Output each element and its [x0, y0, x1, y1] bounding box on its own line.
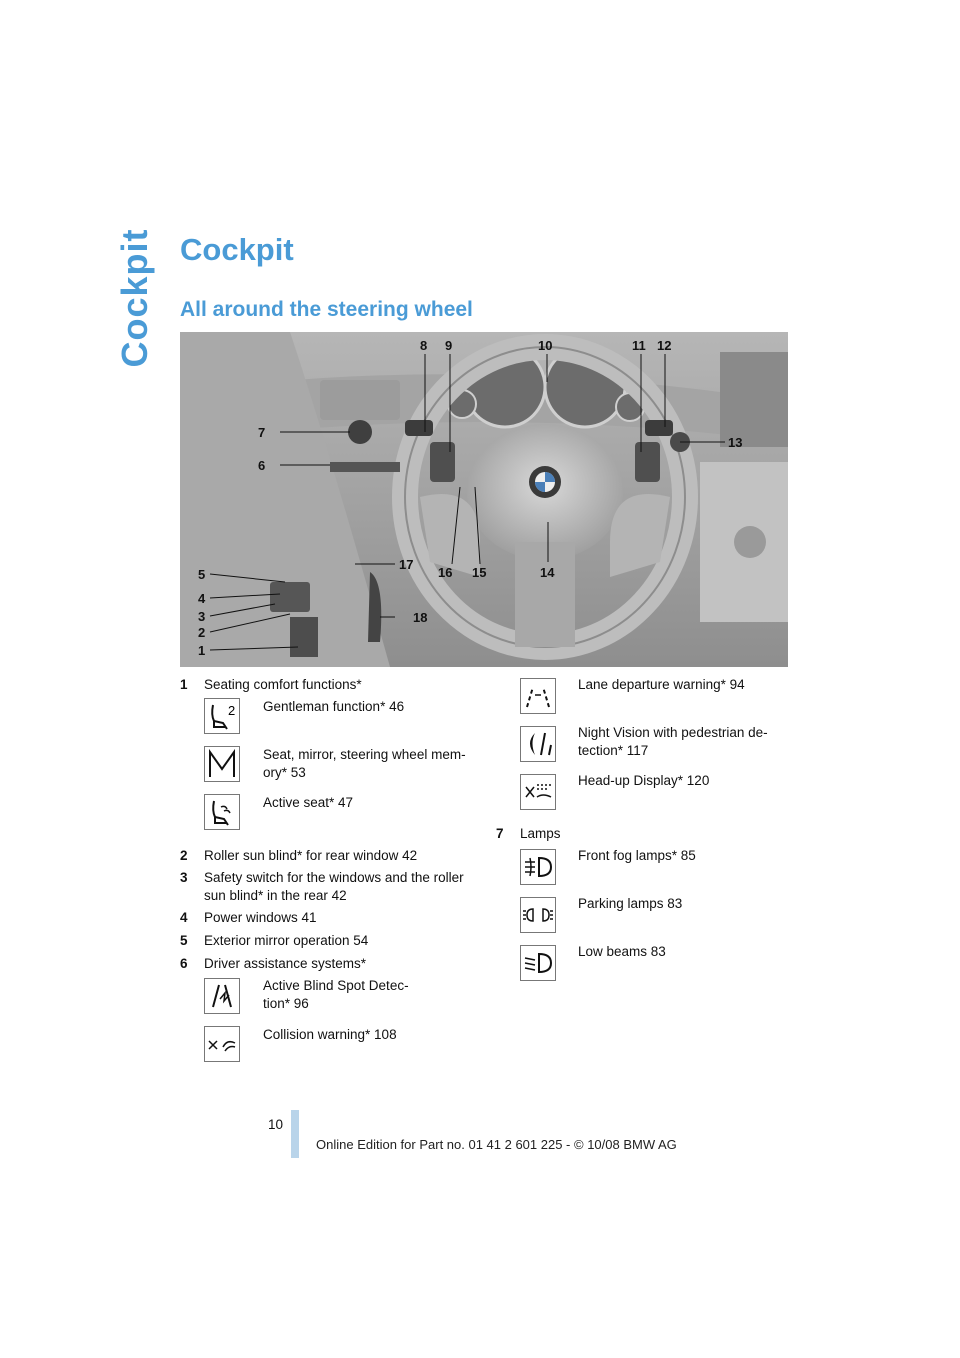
item-7-label: Lamps	[520, 826, 561, 841]
callout-9: 9	[445, 338, 453, 353]
page-number: 10	[268, 1117, 284, 1132]
callout-17: 17	[399, 557, 414, 572]
callout-8: 8	[420, 338, 428, 353]
page-title: Cockpit	[180, 232, 294, 267]
callout-15: 15	[472, 565, 487, 580]
callout-5: 5	[198, 567, 206, 582]
callout-18: 18	[413, 610, 428, 625]
sub1-memory-label-2: ory* 53	[263, 765, 306, 780]
sub7-fog-label: Front fog lamps* 85	[578, 848, 696, 863]
sub7-parking-label: Parking lamps 83	[578, 896, 683, 911]
callout-2: 2	[198, 625, 206, 640]
callout-4: 4	[198, 591, 206, 606]
item-7-number: 7	[496, 826, 504, 841]
collision-warning-icon	[204, 1026, 240, 1062]
section-heading: All around the steering wheel	[180, 298, 473, 321]
sub6-night-vision-label-2: tection* 117	[578, 743, 649, 758]
sub6-hud-label: Head-up Display* 120	[578, 773, 710, 788]
item-2-number: 2	[180, 848, 188, 863]
sub7-low-beams-label: Low beams 83	[578, 944, 666, 959]
lane-departure-icon	[520, 678, 556, 714]
front-fog-lamps-icon	[520, 849, 556, 885]
item-1-number: 1	[180, 677, 188, 692]
sub6-blind-spot-label-1: Active Blind Spot Detec-	[263, 978, 409, 993]
active-seat-icon	[204, 794, 240, 830]
callout-13: 13	[728, 435, 743, 450]
memory-m-icon	[204, 746, 240, 782]
footer-bar	[291, 1110, 299, 1158]
item-4-label: Power windows 41	[204, 910, 317, 925]
low-beams-icon	[520, 945, 556, 981]
item-5-number: 5	[180, 933, 188, 948]
item-5-label: Exterior mirror operation 54	[204, 933, 369, 948]
footer-text: Online Edition for Part no. 01 41 2 601 225 - © 10/08 BMW AG	[316, 1137, 677, 1152]
sub1-active-seat-label: Active seat* 47	[263, 795, 354, 810]
item-3-label-2: sun blind* in the rear 42	[204, 888, 347, 903]
seat-2-memory-icon	[204, 698, 240, 734]
callout-6: 6	[258, 458, 266, 473]
sub6-night-vision-label-1: Night Vision with pedestrian de-	[578, 725, 768, 740]
callout-10: 10	[538, 338, 553, 353]
svg-text:2: 2	[228, 703, 236, 718]
callout-7: 7	[258, 425, 266, 440]
sub6-blind-spot-label-2: tion* 96	[263, 996, 309, 1011]
side-tab-label: Cockpit	[114, 228, 155, 368]
item-6-label: Driver assistance systems*	[204, 956, 367, 971]
blind-spot-icon	[204, 978, 240, 1014]
sub6-lane-departure-label: Lane departure warning* 94	[578, 677, 745, 692]
callout-16: 16	[438, 565, 453, 580]
parking-lamps-icon	[520, 897, 556, 933]
item-3-label-1: Safety switch for the windows and the roller	[204, 870, 464, 885]
callout-12: 12	[657, 338, 672, 353]
sub1-memory-label-1: Seat, mirror, steering wheel mem-	[263, 747, 466, 762]
callout-1: 1	[198, 643, 206, 658]
item-1-label: Seating comfort functions*	[204, 677, 362, 692]
night-vision-icon	[520, 726, 556, 762]
item-2-label: Roller sun blind* for rear window 42	[204, 848, 418, 863]
sub6-collision-label: Collision warning* 108	[263, 1027, 397, 1042]
item-6-number: 6	[180, 956, 188, 971]
callout-14: 14	[540, 565, 555, 580]
cockpit-illustration	[180, 332, 788, 667]
head-up-display-icon	[520, 774, 556, 810]
item-4-number: 4	[180, 910, 188, 925]
callout-3: 3	[198, 609, 206, 624]
item-3-number: 3	[180, 870, 188, 885]
side-tab	[110, 228, 160, 368]
callout-11: 11	[632, 338, 646, 353]
sub1-gentleman-label: Gentleman function* 46	[263, 699, 405, 714]
